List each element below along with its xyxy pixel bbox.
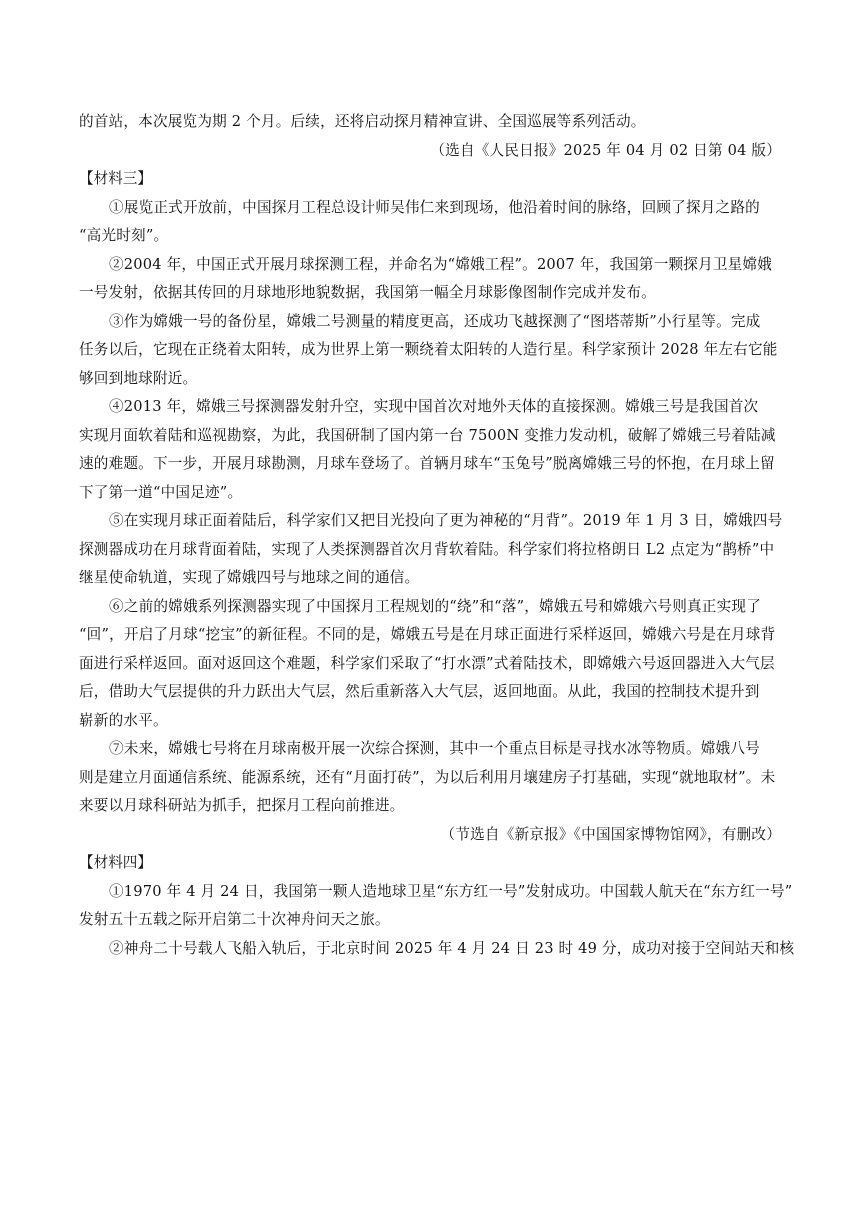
paragraph-line: ⑦未来，嫦娥七号将在月球南极开展一次综合探测，其中一个重点目标是寻找水冰等物质。嫦娥八号 [109, 740, 760, 757]
paragraph-line: ⑥之前的嫦娥系列探测器实现了中国探月工程规划的“绕”和“落”，嫦娥五号和嫦娥六号则真正实现了 [109, 597, 761, 615]
paragraph-line: “回”，开启了月球“挖宝”的新征程。不同的是，嫦娥五号是在月球正面进行采样返回，嫦娥六号是在月球背 [79, 626, 776, 643]
paragraph-line: 够回到地球附近。 [79, 369, 198, 387]
paragraph-line: 下了第一道“中国足迹”。 [79, 483, 243, 501]
source-citation-2: （节选自《新京报》《中国国家博物馆网》，有删改） [440, 825, 781, 843]
paragraph-line: 面进行采样返回。面对返回这个难题，科学家们采取了“打水漂”式着陆技术，即嫦娥六号返回器进入大气层 [79, 654, 775, 672]
paragraph-line: 任务以后，它现在正绕着太阳转，成为世界上第一颗绕着太阳转的人造行星。科学家预计 2028 年左右它能 [79, 341, 778, 358]
paragraph-line: ④2013 年，嫦娥三号探测器发射升空，实现中国首次对地外天体的直接探测。嫦娥三号是我国首次 [109, 398, 759, 415]
paragraph-line: ②神舟二十号载人飞船入轨后，于北京时间 2025 年 4 月 24 日 23 时 49 分，成功对接于空间站天和核 [109, 939, 795, 957]
paragraph-line: ①1970 年 4 月 24 日，我国第一颗人造地球卫星“东方红一号”发射成功。中国载人航天在“东方红一号” [109, 882, 793, 900]
paragraph-line: 继星使命轨道，实现了嫦娥四号与地球之间的通信。 [79, 569, 420, 586]
paragraph-line: 速的难题。下一步，开展月球勘测，月球车登场了。首辆月球车“玉兔号”脱离嫦娥三号的怀抱，在月球上留 [79, 455, 775, 472]
material-3-paragraph-1 [79, 194, 781, 251]
paragraph-line: 崭新的水平。 [79, 711, 168, 729]
source-citation-1: （选自《人民日报》2025 年 04 月 02 日第 04 版） [430, 141, 781, 159]
paragraph-line: 一号发射，依据其传回的月球地形地貌数据，我国第一幅全月球影像图制作完成并发布。 [79, 284, 656, 301]
paragraph-line: ③作为嫦娥一号的备份星，嫦娥二号测量的精度更高，还成功飞越探测了“图塔蒂斯”小行星等。完成 [109, 312, 761, 330]
material-4-paragraph-1 [79, 878, 793, 935]
intro-line: 的首站，本次展览为期 2 个月。后续，还将启动探月精神宣讲、全国巡展等系列活动。 [79, 113, 646, 130]
paragraph-line: ②2004 年，中国正式开展月球探测工程，并命名为“嫦娥工程”。2007 年，我国第一颗探月卫星嫦娥 [109, 255, 773, 273]
material-3-paragraph-4 [79, 393, 781, 507]
paragraph-line: ⑤在实现月球正面着陆后，科学家们又把目光投向了更为神秘的“月背”。2019 年 1 月 3 日，嫦娥四号 [109, 512, 783, 529]
material-4-heading: 【材料四】 [79, 854, 152, 871]
paragraph-line: 来要以月球科研站为抓手，把探月工程向前推进。 [79, 797, 405, 814]
paragraph-line: 后，借助大气层提供的升力跃出大气层，然后重新落入大气层，返回地面。从此，我国的控制技术提升到 [79, 683, 760, 700]
material-4-paragraph-2 [79, 935, 795, 964]
paragraph-line: 发射五十五载之际开启第二十次神舟问天之旅。 [79, 911, 390, 928]
paragraph-line: ①展览正式开放前，中国探月工程总设计师吴伟仁来到现场，他沿着时间的脉络，回顾了探月之路的 [109, 198, 760, 216]
material-3-paragraph-3 [79, 308, 781, 394]
material-3-paragraph-7 [79, 735, 781, 821]
paragraph-line: 则是建立月面通信系统、能源系统，还有“月面打砖”，为以后利用月壤建房子打基础，实现“就地取材”。未 [79, 768, 776, 786]
material-3-heading: 【材料三】 [79, 170, 152, 187]
material-3-paragraph-2 [79, 251, 781, 308]
paragraph-line: “高光时刻”。 [79, 227, 169, 244]
document-page [79, 108, 795, 963]
material-3-paragraph-6 [79, 593, 781, 736]
paragraph-line: 实现月面软着陆和巡视勘察，为此，我国研制了国内第一台 7500N 变推力发动机，破解了嫦娥三号着陆减 [79, 426, 776, 444]
material-3-paragraph-5 [79, 507, 781, 593]
paragraph-line: 探测器成功在月球背面着陆，实现了人类探测器首次月背软着陆。科学家们将拉格朗日 L2 点定为“鹊桥”中 [79, 540, 775, 558]
